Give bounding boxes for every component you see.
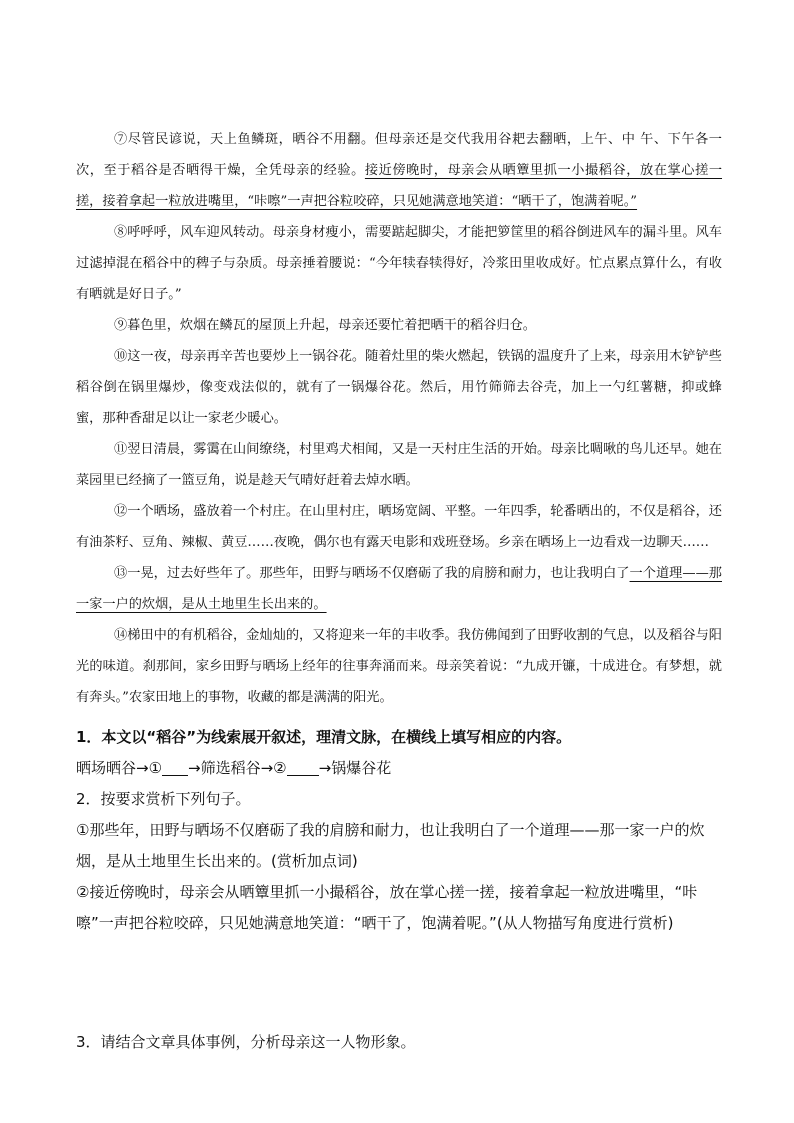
answer-blank-2[interactable] bbox=[287, 759, 319, 776]
paragraph-7-underlined: 接近傍晚时，母亲会从晒簟里抓一小撮稻谷，放在掌心搓一搓，接着拿起一粒放进嘴里，“咔嚓”一声把谷粒咬碎，只见她满意地笑道：“晒干了，饱满着呢。” bbox=[76, 163, 723, 209]
question-2-title: 2．按要求赏析下列句子。 bbox=[76, 790, 251, 808]
flow-step-1: 晒场晒谷→① bbox=[76, 759, 163, 777]
flow-step-3: →锅爆谷花 bbox=[318, 759, 392, 777]
paragraph-12: ⑫一个晒场，盛放着一个村庄。在山里村庄，晒场宽阔、平整。一年四季，轮番晒出的，不仅是稻谷，还有油茶籽、豆角、辣椒、黄豆……夜晚，偶尔也有露天电影和戏班登场。乡亲在晒场上一边看戏一边聊天…… bbox=[76, 504, 722, 550]
paragraph-7 bbox=[76, 124, 722, 217]
question-2-sentence-2: ②接近傍晚时，母亲会从晒簟里抓一小撮稻谷，放在掌心搓一搓，接着拿起一粒放进嘴里，“咔嚓”一声把谷粒咬碎，只见她满意地笑道：“晒干了，饱满着呢。”(从人物描写角度进行赏析) bbox=[76, 883, 698, 932]
question-1-title: 1．本文以“稻谷”为线索展开叙述，理清文脉，在横线上填写相应的内容。 bbox=[76, 728, 572, 746]
questions-section bbox=[76, 722, 722, 1058]
question-1-flow bbox=[76, 753, 722, 784]
reading-passage bbox=[76, 124, 722, 713]
paragraph-13 bbox=[76, 558, 722, 620]
answer-space[interactable] bbox=[76, 939, 722, 1027]
paragraph-13-underlined: 一个道理——那一家一户的炊烟，是从土地里生长出来的。 bbox=[76, 566, 722, 612]
paragraph-7-text: ⑦尽管民谚说，天上鱼鳞斑，晒谷不用翻。但母亲还是交代我用谷耙去翻晒，上午、中 午、下午各一次，至于稻谷是否晒得干燥，全凭母亲的经验。 bbox=[76, 132, 722, 178]
answer-blank-1[interactable] bbox=[162, 759, 188, 776]
flow-step-2: →筛选稻谷→② bbox=[188, 759, 287, 777]
paragraph-11: ⑪翌日清晨，雾霭在山间缭绕，村里鸡犬相闻，又是一天村庄生活的开始。母亲比啁啾的鸟儿还早。她在菜园里已经摘了一篮豆角，说是趁天气晴好赶着去焯水晒。 bbox=[76, 442, 722, 488]
paragraph-8: ⑧呼呼呼，风车迎风转动。母亲身材瘦小，需要踮起脚尖，才能把箩筐里的稻谷倒进风车的漏斗里。风车过滤掉混在稻谷中的稗子与杂质。母亲捶着腰说：“今年犊春犊得好，冷浆田里收成好。忙点累点算什么，有收有晒就是好日子。” bbox=[76, 225, 722, 302]
paragraph-10: ⑩这一夜，母亲再辛苦也要炒上一锅谷花。随着灶里的柴火燃起，铁锅的温度升了上来，母亲用木铲铲些稻谷倒在锅里爆炒，像变戏法似的，就有了一锅爆谷花。然后，用竹筛筛去谷壳，加上一勺红薯糖，抑或蜂蜜，那种香甜足以让一家老少暖心。 bbox=[76, 349, 722, 426]
paragraph-14: ⑭梯田中的有机稻谷，金灿灿的，又将迎来一年的丰收季。我仿佛闻到了田野收割的气息，以及稻谷与阳光的味道。刹那间，家乡田野与晒场上经年的往事奔涌而来。母亲笑着说：“九成开镰，十成进仓。有梦想，就有奔头。”农家田地上的事物，收藏的都是满满的阳光。 bbox=[76, 628, 722, 705]
question-3-title: 3．请结合文章具体事例，分析母亲这一人物形象。 bbox=[76, 1033, 416, 1051]
paragraph-13-text: ⑬一晃，过去好些年了。那些年，田野与晒场不仅磨砺了我的肩膀和耐力，也让我明白了 bbox=[114, 566, 630, 581]
question-2-sentence-1: ①那些年，田野与晒场不仅磨砺了我的肩膀和耐力，也让我明白了一个道理——那一家一户的炊烟，是从土地里生长出来的。(赏析加点词) bbox=[76, 821, 705, 870]
paragraph-9: ⑨暮色里，炊烟在鳞瓦的屋顶上升起，母亲还要忙着把晒干的稻谷归仓。 bbox=[114, 318, 536, 333]
